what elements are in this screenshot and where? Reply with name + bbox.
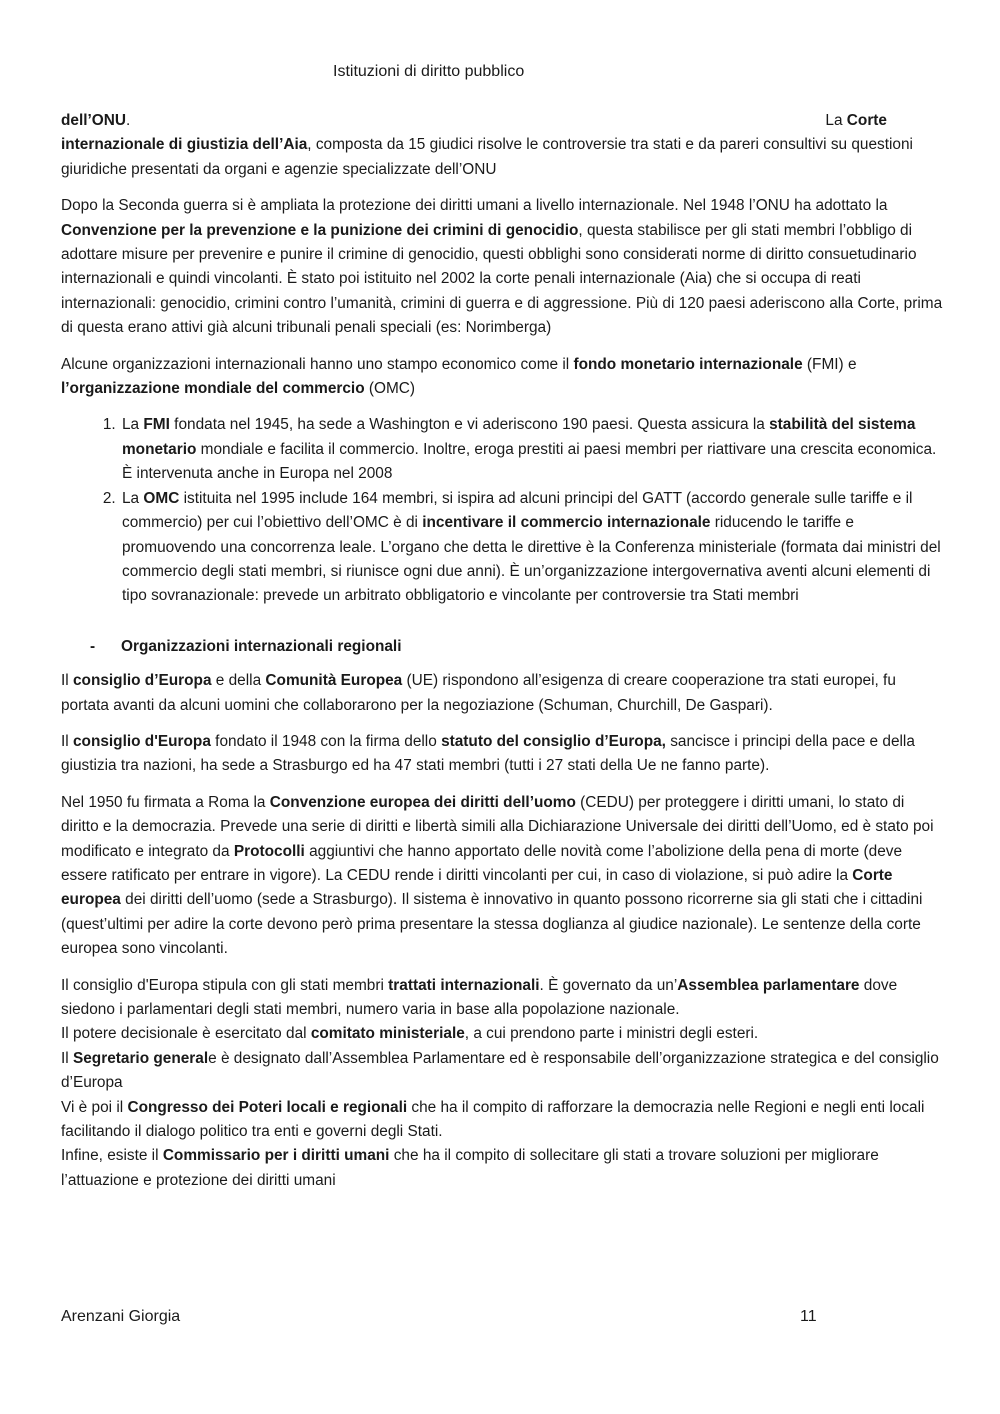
line-committee: Il potere decisionale è esercitato dal comitato ministeriale, a cui prendono parte i ministri degli esteri. — [61, 1025, 759, 1043]
paragraph-genocide-convention: Dopo la Seconda guerra si è ampliata la protezione dei diritti umani a livello internazionale. Nel 1948 l’ONU ha adottato la Convenzione per la prevenzione e la punizione dei crimini di genocidio, questa stabilisce per gli stati membri l’obbligo di adottare misure per prevenire e punire il crimine di genocidio, questi obblighi sono considerati norme di diritto consuetudinario internazionali e quindi vincolanti. È stato poi istituito nel 2002 la corte penali internazionale (Aia) che si occupa di reati internazionali: genocidio, crimini contro l’umanità, crimini di guerra e di aggressione. Più di 120 paesi aderiscono alla Corte, prima di questa erano attivi già alcuni tribunali penali speciali (es: Norimberga) — [61, 197, 943, 337]
paragraph-cedu: Nel 1950 fu firmata a Roma la Convenzione europea dei diritti dell’uomo (CEDU) per proteggere i diritti umani, lo stato di diritto e la democrazia. Prevede una serie di diritti e libertà simili alla Dichiarazione Universale dei diritti dell’Uomo, ed è stato poi modificato e integrato da Protocolli aggiuntivi che hanno apportato delle novità come l’abolizione della pena di morte (deve essere ratificato per entrare in vigore). La CEDU rende i diritti vincolanti per cui, in caso di violazione, si può adire la Corte europea dei diritti dell’uomo (sede a Strasburgo). Il sistema è innovativo in quanto possono ricorrerne sia gli stati che i cittadini (quest’ultimi per adire la corte devono però prima presentare la stessa doglianza al giudice nazionale). Le sentenze della corte europea sono vincolanti. — [61, 793, 934, 958]
footer-page-number: 11 — [800, 1308, 817, 1325]
list-item-omc: 2. La OMC istituita nel 1995 include 164 membri, si ispira ad alcuni principi del GATT (accordo generale sulle tariffe e il commercio) per cui l’obiettivo dell’OMC è di incentivare il commercio internazionale riducendo le tariffe e promuovendo una concorrenza leale. L’organo che detta le direttive è la Conferenza ministeriale (formata dai ministri del commercio degli stati membri, si riunisce ogni due anni). È un’organizzazione intergovernativa aventi alcuni elementi di tipo sovranazionale: prevede un arbitrato obbligatorio e vincolante per controversie tra Stati membri — [120, 487, 943, 609]
line-commissioner: Infine, esiste il Commissario per i diritti umani che ha il compito di sollecitare gli stati a trovare soluzioni per migliorare l’attuazione e protezione dei diritti umani — [61, 1147, 879, 1189]
page-header-title: Istituzioni di diritto pubblico — [333, 63, 525, 80]
paragraph-council-and-ue: Il consiglio d’Europa e della Comunità Europea (UE) rispondono all’esigenza di creare cooperazione tra stati europei, fu portata avanti da alcuni uomini che collaborarono per la negoziazione (Schuman, Churchill, De Gaspari). — [61, 672, 896, 714]
paragraph-council-bodies — [61, 974, 943, 1194]
line-assembly: Il consiglio d'Europa stipula con gli stati membri trattati internazionali. È governato da un’Assemblea parlamentare dove siedono i parlamentari degli stati membri, numero varia in base alla popolazione nazionale. — [61, 976, 898, 1018]
line-congress: Vi è poi il Congresso dei Poteri locali e regionali che ha il compito di rafforzare la democrazia nelle Regioni e negli enti locali facilitando il dialogo politico tra enti e governi degli Stati. — [61, 1098, 925, 1141]
paragraph-icj-first-line — [61, 109, 943, 133]
numbered-list — [61, 413, 943, 608]
heading-dash: - — [90, 637, 96, 655]
line-secretary: Il Segretario generale è designato dall’Assemblea Parlamentare ed è responsabile dell’organizzazione strategica e del consiglio d’Europa — [61, 1049, 939, 1092]
list-item-fmi: 1. La FMI fondata nel 1945, ha sede a Washington e vi aderiscono 190 paesi. Questa assicura la stabilità del sistema monetario mondiale e facilita il commercio. Inoltre, eroga prestiti ai paesi membri per riattivare una crescita economica. È intervenuta anche in Europa nel 2008 — [120, 413, 943, 486]
footer-author: Arenzani Giorgia — [61, 1308, 181, 1325]
section-heading-regional — [61, 635, 943, 659]
paragraph-council-founding: Il consiglio d'Europa fondato il 1948 con la firma dello statuto del consiglio d’Europa, sancisce i principi della pace e della giustizia tra nazioni, ha sede a Strasburgo ed ha 47 stati membri (tutti i 27 stati della Ue ne fanno parte). — [61, 732, 915, 775]
paragraph-icj-body: internazionale di giustizia dell’Aia, composta da 15 giudici risolve le controversie tra stati e da pareri consultivi su questioni giuridiche presentati da organi e agenzie specializzate dell’ONU — [61, 136, 913, 178]
onu-fragment: dell’ONU. — [61, 112, 131, 129]
paragraph-economic-organizations: Alcune organizzazioni internazionali hanno uno stampo economico come il fondo monetario internazionale (FMI) e l’organizzazione mondiale del commercio (OMC) — [61, 355, 857, 398]
document-body — [61, 109, 943, 1193]
corte-fragment: La Corte — [825, 112, 887, 129]
paragraph-icj — [61, 109, 943, 182]
heading-text: Organizzazioni internazionali regionali — [121, 637, 402, 655]
